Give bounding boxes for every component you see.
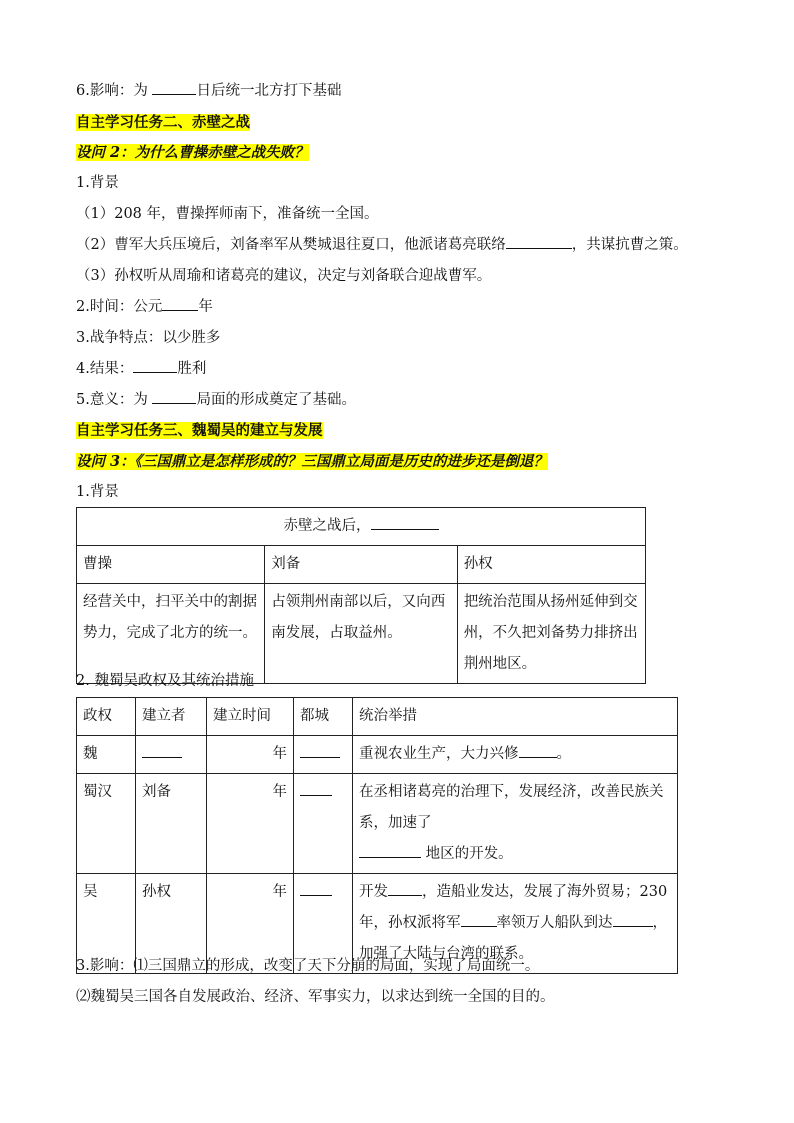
regime-title: 2. 魏蜀吴政权及其统治措施 [76, 673, 254, 689]
blank[interactable] [300, 781, 332, 796]
cell-sunquan: 把统治范围从扬州延伸到交州，不久把刘备势力排挤出荆州地区。 [457, 584, 645, 684]
blank[interactable] [300, 881, 332, 896]
header-year: 建立时间 [207, 698, 294, 736]
blank[interactable] [613, 912, 653, 927]
measures-cell: 开发 ，造船业发达，发展了海外贸易；230 年，孙权派将军 率领万人船队到达 ，加强了大陆与台湾的联系。 [353, 874, 678, 974]
regime-table [76, 697, 678, 974]
task3-heading: 自主学习任务三、魏蜀吴的建立与发展 [76, 422, 323, 439]
capital-cell [294, 736, 353, 774]
table-header: 赤壁之战后， [77, 508, 646, 546]
year-cell: 年 [207, 774, 294, 874]
impact-line-2: ⑵魏蜀吴三国各自发展政治、经济、军事实力，以求达到统一全国的目的。 [76, 989, 555, 1005]
capital-cell [294, 774, 353, 874]
table-row [77, 736, 678, 774]
blank[interactable] [388, 881, 422, 896]
background-table [76, 507, 646, 684]
header-capital: 都城 [294, 698, 353, 736]
regime-name: 魏 [77, 736, 136, 774]
regime-name: 蜀汉 [77, 774, 136, 874]
col-liubei: 刘备 [265, 546, 457, 584]
cell-liubei: 占领荆州南部以后，又向西南发展，占取益州。 [265, 584, 457, 684]
founder-cell [136, 736, 207, 774]
blank[interactable] [142, 743, 182, 758]
col-sunquan: 孙权 [457, 546, 645, 584]
founder-cell: 孙权 [136, 874, 207, 974]
blank[interactable] [461, 912, 497, 927]
blank[interactable] [300, 743, 340, 758]
question-3: 设问 3：《三国鼎立是怎样形成的？三国鼎立局面是历史的进步还是倒退？ [76, 453, 548, 470]
blank[interactable] [506, 234, 572, 249]
blank[interactable] [162, 296, 198, 311]
task2-heading: 自主学习任务二、赤壁之战 [76, 114, 250, 131]
influence-line: 6.影响：为 日后统一北方打下基础 [76, 80, 341, 102]
impact-line-1: 3.影响：⑴三国鼎立的形成，改变了天下分崩的局面，实现了局面统一。 [76, 958, 540, 974]
blank[interactable] [519, 743, 557, 758]
measures-cell: 在丞相诸葛亮的治理下，发展经济，改善民族关系，加速了 地区的开发。 [353, 774, 678, 874]
cell-caocao: 经营关中，扫平关中的割据势力，完成了北方的统一。 [77, 584, 265, 684]
background-title-2: 1.背景 [76, 484, 119, 500]
regime-name: 吴 [77, 874, 136, 974]
meaning-line: 5.意义：为 局面的形成奠定了基础。 [76, 389, 356, 411]
background-item-2: （2）曹军大兵压境后，刘备率军从樊城退往夏口，他派诸葛亮联络 ，共谋抗曹之策。 [76, 234, 688, 256]
blank[interactable] [152, 389, 196, 404]
header-measures: 统治举措 [353, 698, 678, 736]
founder-cell: 刘备 [136, 774, 207, 874]
result-line: 4.结果： 胜利 [76, 358, 206, 380]
year-cell: 年 [207, 736, 294, 774]
blank[interactable] [152, 80, 196, 95]
background-item-3: （3）孙权听从周瑜和诸葛亮的建议，决定与刘备联合迎战曹军。 [76, 268, 492, 284]
background-title: 1.背景 [76, 175, 119, 191]
background-item-1: （1）208 年，曹操挥师南下，准备统一全国。 [76, 206, 379, 222]
col-caocao: 曹操 [77, 546, 265, 584]
blank[interactable] [371, 515, 439, 530]
measures-cell: 重视农业生产，大力兴修 。 [353, 736, 678, 774]
blank[interactable] [133, 358, 177, 373]
header-founder: 建立者 [136, 698, 207, 736]
year-cell: 年 [207, 874, 294, 974]
question-2: 设问 2：为什么曹操赤壁之战失败？ [76, 144, 309, 161]
table-row [77, 774, 678, 874]
feature-line: 3.战争特点：以少胜多 [76, 330, 221, 346]
blank[interactable] [359, 843, 421, 858]
time-line: 2.时间：公元 年 [76, 296, 213, 318]
header-regime: 政权 [77, 698, 136, 736]
